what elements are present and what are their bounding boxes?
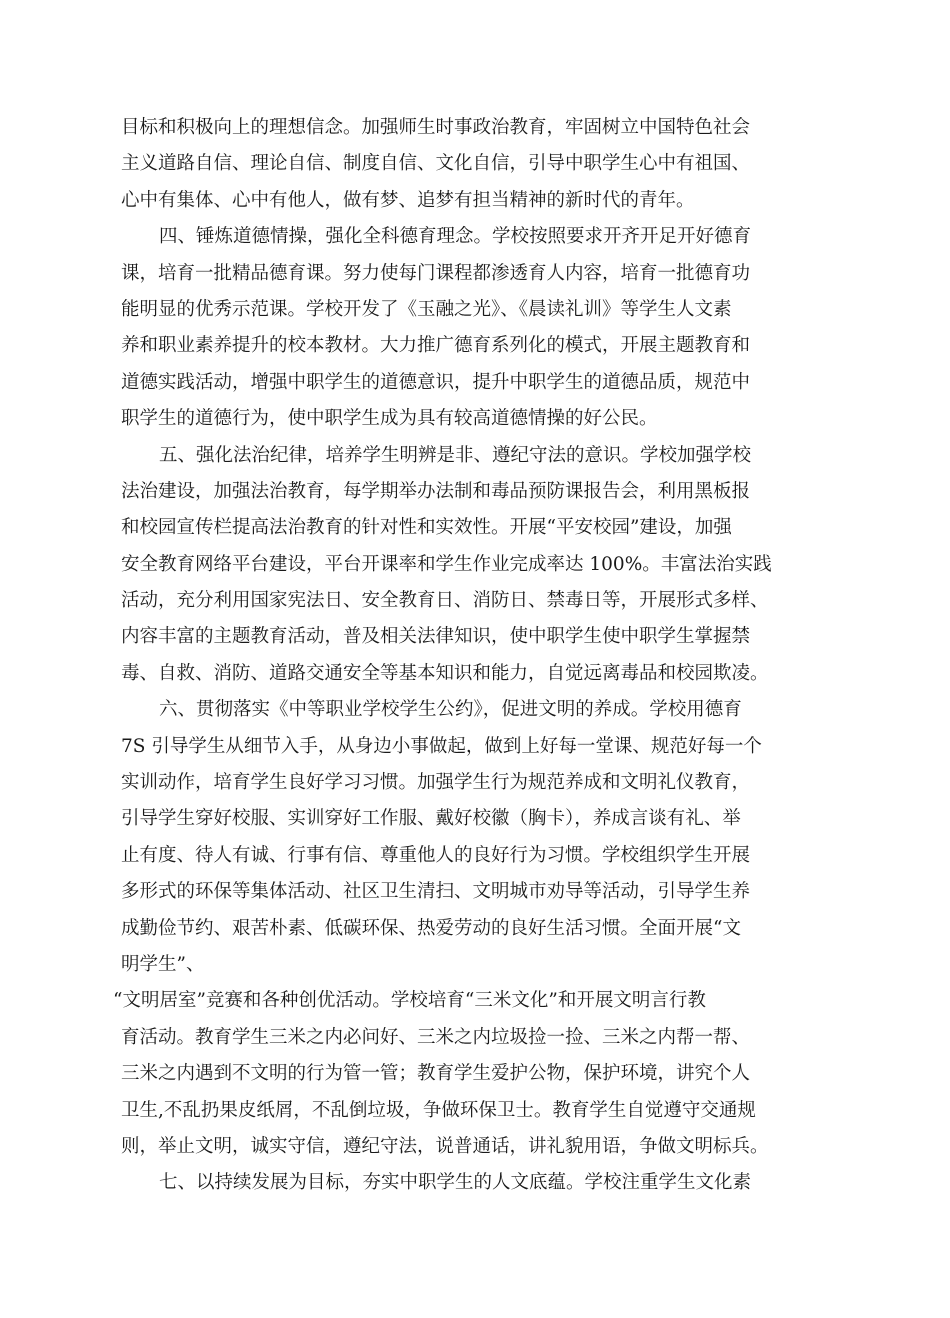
text-line: 育活动。教育学生三米之内必问好、三米之内垃圾捡一捡、三米之内帮一帮、 bbox=[121, 1026, 751, 1048]
text-line: 能明显的优秀示范课。学校开发了《玉融之光》、《晨读礼训》等学生人文素 bbox=[121, 298, 732, 320]
text-line: 多形式的环保等集体活动、社区卫生清扫、文明城市劝导等活动，引导学生养 bbox=[121, 881, 751, 903]
text-line: 目标和积极向上的理想信念。加强师生时事政治教育，牢固树立中国特色社会 bbox=[121, 117, 751, 138]
text-line: 三米之内遇到不文明的行为管一管；教育学生爱护公物，保护环境，讲究个人 bbox=[121, 1063, 751, 1085]
text-line: 明学生”、 bbox=[121, 953, 205, 975]
text-line: 毒、自救、消防、道路交通安全等基本知识和能力，自觉远离毒品和校园欺凌。 bbox=[121, 662, 769, 684]
text-line: 养和职业素养提升的校本教材。大力推广德育系列化的模式，开展主题教育和 bbox=[121, 335, 751, 357]
text-line: 内容丰富的主题教育活动，普及相关法律知识，使中职学生使中职学生掌握禁 bbox=[121, 626, 751, 648]
text-line: 7S 引导学生从细节入手，从身边小事做起，做到上好每一堂课、规范好每一个 bbox=[121, 735, 762, 757]
text-line: 引导学生穿好校服、实训穿好工作服、戴好校徽（胸卡），养成言谈有礼、举 bbox=[121, 808, 741, 830]
text-line: 活动，充分利用国家宪法日、安全教育日、消防日、禁毒日等，开展形式多样、 bbox=[121, 590, 769, 612]
document-body bbox=[113, 110, 821, 1202]
text-line: 道德实践活动，增强中职学生的道德意识，提升中职学生的道德品质，规范中 bbox=[121, 371, 751, 393]
paragraph-first-line: 七、以持续发展为目标，夯实中职学生的人文底蕴。学校注重学生文化素 bbox=[159, 1172, 752, 1194]
text-line: 法治建设，加强法治教育，每学期举办法制和毒品预防课报告会，利用黑板报 bbox=[121, 480, 751, 502]
text-line: 心中有集体、心中有他人，做有梦、追梦有担当精神的新时代的青年。 bbox=[121, 189, 695, 211]
paragraph-first-line: 四、锤炼道德情操，强化全科德育理念。学校按照要求开齐开足开好德育 bbox=[159, 226, 752, 248]
text-line: 止有度、待人有诚、行事有信、尊重他人的良好行为习惯。学校组织学生开展 bbox=[121, 844, 751, 866]
paragraph-first-line: 五、强化法治纪律，培养学生明辨是非、遵纪守法的意识。学校加强学校 bbox=[159, 444, 752, 466]
text-line: 则，举止文明，诚实守信，遵纪守法，说普通话，讲礼貌用语，争做文明标兵。 bbox=[121, 1135, 769, 1157]
text-line: 职学生的道德行为，使中职学生成为具有较高道德情操的好公民。 bbox=[121, 408, 658, 430]
text-line: 成勤俭节约、艰苦朴素、低碳环保、热爱劳动的良好生活习惯。全面开展“文 bbox=[121, 917, 741, 939]
text-line: 课，培育一批精品德育课。努力使每门课程都渗透育人内容，培育一批德育功 bbox=[121, 262, 751, 284]
text-line: 和校园宣传栏提高法治教育的针对性和实效性。开展“平安校园”建设，加强 bbox=[121, 517, 732, 539]
text-line: 实训动作，培育学生良好学习习惯。加强学生行为规范养成和文明礼仪教育， bbox=[121, 772, 751, 794]
text-line: “文明居室”竞赛和各种创优活动。学校培育“三米文化”和开展文明言行教 bbox=[113, 990, 706, 1012]
text-line: 安全教育网络平台建设，平台开课率和学生作业完成率达 100%。丰富法治实践 bbox=[121, 553, 772, 575]
paragraph-first-line: 六、贯彻落实《中等职业学校学生公约》，促进文明的养成。学校用德育 bbox=[159, 699, 742, 721]
text-line: 卫生,不乱扔果皮纸屑，不乱倒垃圾，争做环保卫士。教育学生自觉遵守交通规 bbox=[121, 1099, 756, 1121]
text-line: 主义道路自信、理论自信、制度自信、文化自信，引导中职学生心中有祖国、 bbox=[121, 153, 751, 175]
